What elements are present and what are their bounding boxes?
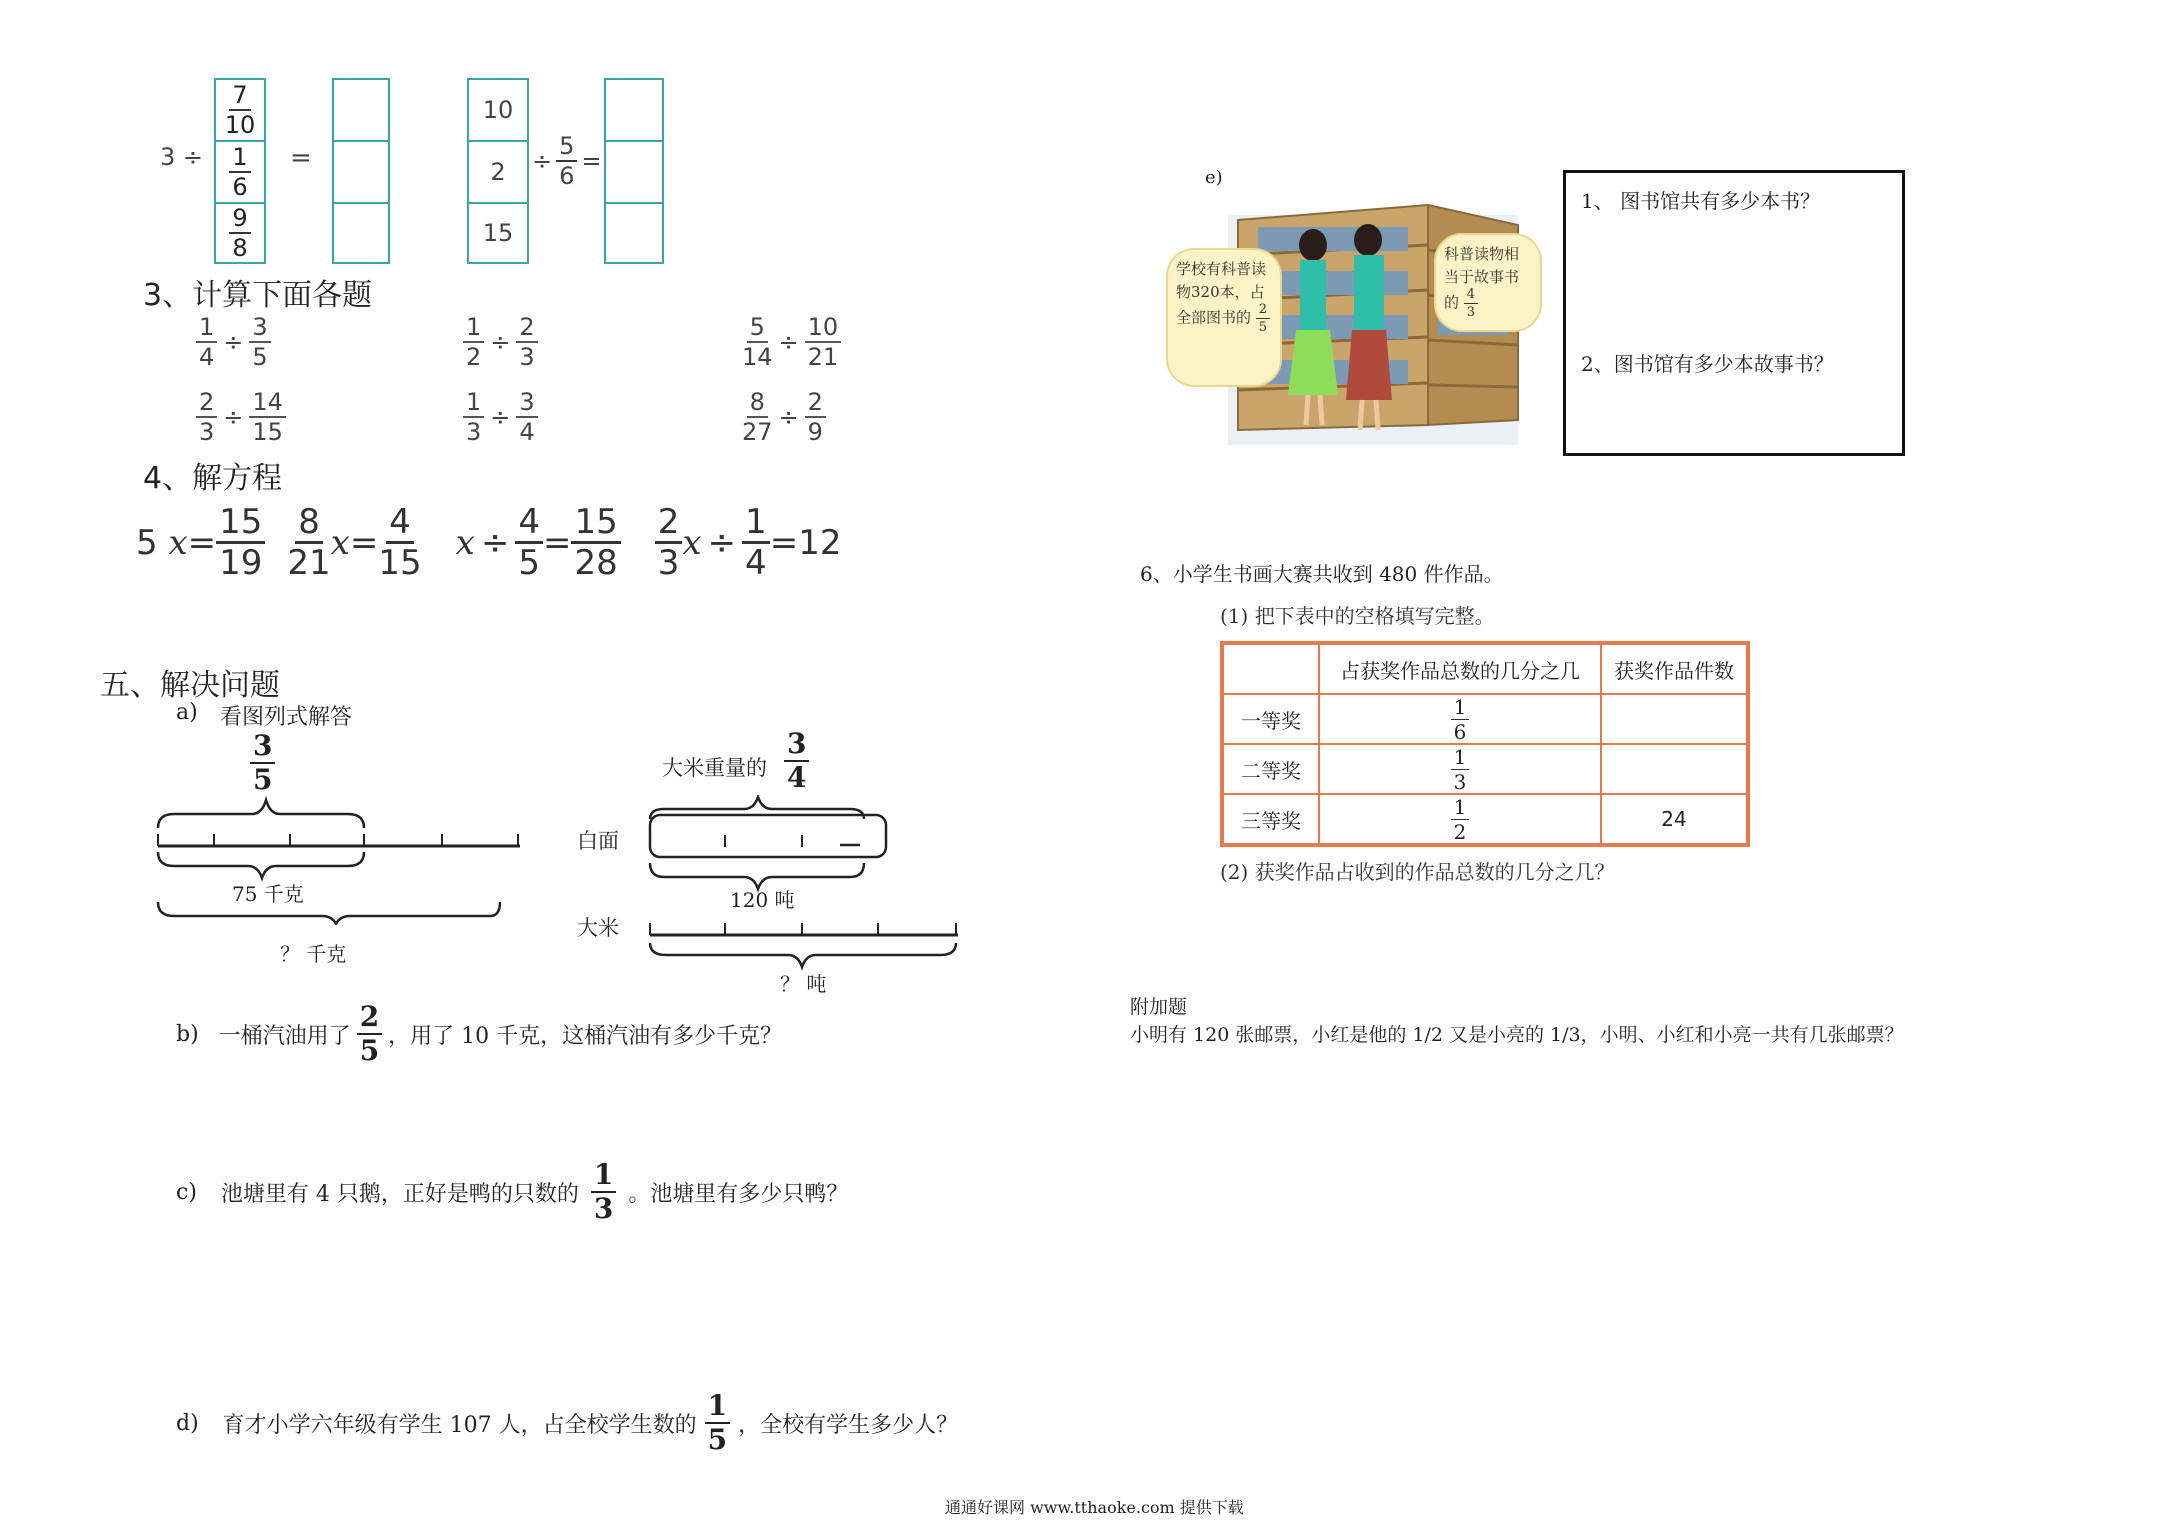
- question-e-label: e): [1205, 167, 1223, 188]
- question-6-sub1: (1) 把下表中的空格填写完整。: [1220, 604, 1495, 628]
- prize-table-header: 占获奖作品总数的几分之几 获奖作品件数: [1222, 643, 1748, 694]
- grid-mid-operator: ÷ $\frac{5}{6}$ =: [532, 132, 602, 190]
- bonus-question: 小明有 120 张邮票，小红是他的 1/2 又是小亮的 1/3，小明、小红和小亮一共有几张邮票？: [1130, 1024, 1904, 1046]
- diagram-left-label-1: 75 千克: [232, 882, 304, 906]
- speech-bubble-left: 学校有科普读物320本，占全部图书的 $\frac{2}{5}$: [1168, 250, 1280, 385]
- diagram-right: [640, 795, 970, 990]
- answer-column-2: [604, 78, 664, 264]
- calc-item-4: $\frac{2}{3}$ ÷ $\frac{14}{15}$: [196, 390, 286, 444]
- question-b: b) 一桶汽油用了 2 5 ，用了 10 千克，这桶汽油有多少千克？: [176, 1000, 783, 1067]
- grid-frac-3: 9 8: [229, 206, 250, 260]
- library-questions-box: [1563, 170, 1905, 456]
- diagram-right-fraction: $\frac{3}{4}$: [784, 730, 809, 792]
- answer-cell[interactable]: [606, 80, 662, 142]
- grid-equals: =: [290, 143, 312, 173]
- answer-cell[interactable]: [334, 204, 388, 262]
- answer-cell[interactable]: [606, 142, 662, 204]
- diagram-left-label-2: ？ 千克: [280, 942, 347, 966]
- grid-frac-2: 1 6: [229, 145, 250, 199]
- question-b-fraction: 2 5: [357, 1003, 382, 1065]
- grid-mid-column: 10 2 15: [467, 78, 529, 264]
- question-a-label: a): [176, 700, 198, 725]
- grid-left-prefix: 3 ÷: [160, 143, 204, 171]
- calc-item-2: $\frac{1}{2}$ ÷ $\frac{2}{3}$: [463, 315, 538, 369]
- diagram-right-top-text: 大米重量的: [662, 756, 767, 780]
- calc-item-3: $\frac{5}{14}$ ÷ $\frac{10}{21}$: [742, 315, 841, 369]
- question-a-text: 看图列式解答: [220, 705, 353, 730]
- calc-item-6: $\frac{8}{27}$ ÷ $\frac{2}{9}$: [742, 390, 826, 444]
- question-c: c) 池塘里有 4 只鹅，正好是鸭的只数的 1 3 。池塘里有多少只鸭？: [176, 1158, 849, 1225]
- speech-bubble-right: 科普读物相当于故事书的 $\frac{4}{3}$: [1436, 235, 1540, 330]
- bonus-title: 附加题: [1130, 996, 1188, 1018]
- equations-row: [136, 502, 842, 583]
- question-c-fraction: 1 3: [591, 1161, 616, 1223]
- calc-item-1: $\frac{1}{4}$ ÷ $\frac{3}{5}$: [196, 315, 271, 369]
- library-illustration: [1168, 195, 1523, 445]
- page-footer: 通通好课网 www.tthaoke.com 提供下载: [945, 1498, 1244, 1517]
- table-row: 二等奖 $\frac{1}{3}$: [1222, 744, 1748, 794]
- answer-column-1: [332, 78, 390, 264]
- question-d: d) 育才小学六年级有学生 107 人，占全校学生数的 1 5 ，全校有学生多少人？: [176, 1389, 959, 1456]
- answer-cell[interactable]: [606, 204, 662, 262]
- diagram-left: [150, 790, 530, 925]
- diagram-left-fraction: $\frac{3}{5}$: [250, 732, 275, 794]
- equation-1: 5 x = $\frac{15}{19}$: [136, 505, 265, 580]
- diagram-right-label-1: 120 吨: [730, 888, 795, 912]
- library-question-1: 1、 图书馆共有多少本书？: [1581, 189, 1821, 213]
- section5-title: 五、解决问题: [100, 668, 280, 703]
- equation-2: 8 21 x = $\frac{4}{15}$: [287, 502, 422, 583]
- grid-frac-1: 7 10: [224, 81, 256, 139]
- equation-3: x ÷ $\frac{4}{5}$ = $\frac{15}{28}$: [456, 505, 621, 580]
- question-d-fraction: 1 5: [705, 1392, 730, 1454]
- table-answer-cell[interactable]: [1601, 744, 1748, 794]
- table-row: 一等奖 $\frac{1}{6}$: [1222, 694, 1748, 744]
- question-6-sub2: (2) 获奖作品占收到的作品总数的几分之几？: [1220, 860, 1615, 884]
- equation-4: 2 3 x ÷ $\frac{1}{4}$ = 12: [655, 505, 842, 580]
- diagram-right-label-2: ？ 吨: [780, 972, 827, 996]
- table-answer-cell[interactable]: [1601, 694, 1748, 744]
- question-6-title: 6、小学生书画大赛共收到 480 件作品。: [1140, 562, 1504, 586]
- prize-table: [1220, 641, 1750, 847]
- answer-cell[interactable]: [334, 80, 388, 142]
- diagram-row-baimian: 白面: [577, 829, 619, 853]
- grid-left-column: [214, 78, 266, 264]
- diagram-row-dami: 大米: [577, 916, 619, 940]
- section4-title: 4、解方程: [143, 461, 283, 496]
- library-question-2: 2、图书馆有多少本故事书？: [1581, 352, 1834, 376]
- calc-item-5: $\frac{1}{3}$ ÷ $\frac{3}{4}$: [463, 390, 538, 444]
- answer-cell[interactable]: [334, 142, 388, 204]
- table-row: 三等奖 $\frac{1}{2}$ 24: [1222, 794, 1748, 845]
- section3-title: 3、计算下面各题: [143, 278, 373, 313]
